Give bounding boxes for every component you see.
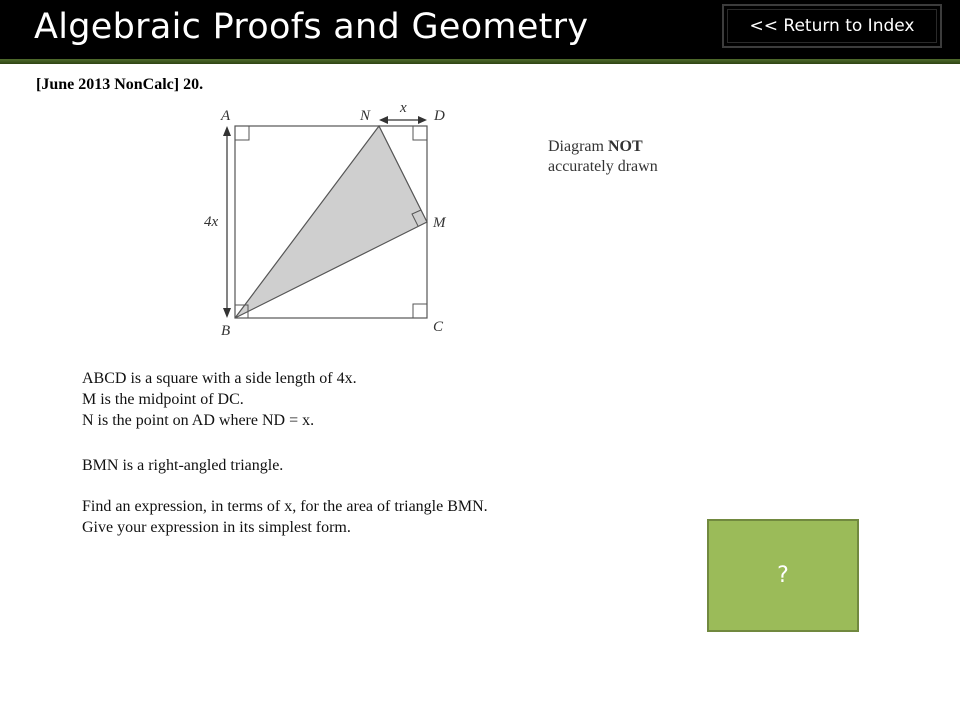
question-text <box>82 368 488 538</box>
label-c: C <box>433 319 444 335</box>
header-accent-line <box>0 59 960 64</box>
return-to-index-button[interactable] <box>722 4 942 48</box>
geometry-diagram <box>190 98 460 343</box>
question-line: Find an expression, in terms of x, for the area of triangle BMN. <box>82 498 488 515</box>
disclaimer-not: NOT <box>607 138 643 155</box>
label-d: D <box>434 108 445 124</box>
reveal-answer-label: ? <box>777 563 789 588</box>
slide-title: Algebraic Proofs and Geometry <box>34 7 589 47</box>
question-line: Give your expression in its simplest form. <box>82 519 351 536</box>
label-b: B <box>221 323 231 339</box>
question-line: BMN is a right-angled triangle. <box>82 457 284 474</box>
right-angle-d <box>413 126 427 140</box>
label-top-x: x <box>400 100 407 116</box>
top-arrowhead-left <box>379 116 388 124</box>
right-angle-c <box>413 304 427 318</box>
question-line: N is the point on AD where ND = x. <box>82 412 315 429</box>
label-side-4x: 4x <box>204 214 219 230</box>
disclaimer-line-2: accurately drawn <box>548 158 658 175</box>
label-a: A <box>221 108 231 124</box>
question-line: ABCD is a square with a side length of 4x. <box>82 370 357 387</box>
side-arrowhead-bottom <box>223 308 231 318</box>
right-angle-a <box>235 126 249 140</box>
reveal-answer-button[interactable] <box>707 519 859 632</box>
question-line: M is the midpoint of DC. <box>82 391 244 408</box>
side-arrowhead-top <box>223 126 231 136</box>
label-m: M <box>433 215 446 231</box>
question-reference: [June 2013 NonCalc] 20. <box>36 76 204 93</box>
disclaimer-prefix: Diagram <box>548 138 608 155</box>
disclaimer-line-1 <box>548 137 658 157</box>
diagram-disclaimer <box>548 137 658 177</box>
top-arrowhead-right <box>418 116 427 124</box>
triangle-bmn <box>235 126 427 318</box>
return-to-index-label: << Return to Index <box>727 9 937 43</box>
label-n: N <box>360 108 371 124</box>
